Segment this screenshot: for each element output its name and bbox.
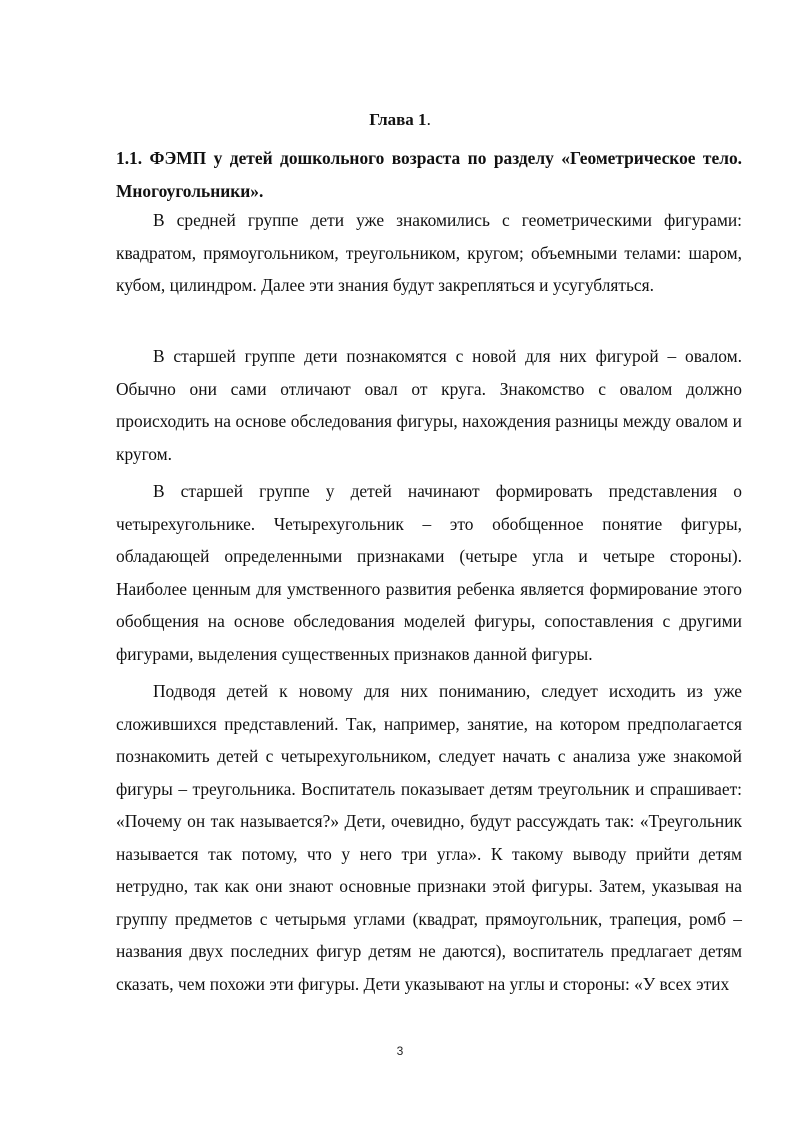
section-title: 1.1. ФЭМП у детей дошкольного возраста по разделу «Геометрическое тело. Многоугольники». bbox=[116, 148, 742, 201]
paragraph: В старшей группе у детей начинают формировать представления о четырехугольнике. Четырехугольник – это обобщенное понятие фигуры, обладающей определенными признаками (четыре угла и четыре стороны). Наиболее ценным для умственного развития ребенка является формирование этого обобщения на основе обследования моделей фигуры, сопоставления с другими фигурами, выделения существенных признаков данной фигуры. bbox=[116, 481, 742, 664]
paragraph: В средней группе дети уже знакомились с геометрическими фигурами: квадратом, прямоугольником, треугольником, кругом; объемными телами: шаром, кубом, цилиндром. Далее эти знания будут закрепляться и усугубляться. bbox=[116, 210, 742, 295]
chapter-title: Глава 1 bbox=[369, 110, 427, 129]
chapter-heading bbox=[0, 110, 800, 130]
paragraph: Подводя детей к новому для них пониманию, следует исходить из уже сложившихся представлений. Так, например, занятие, на котором предполагается познакомить детей с четырехугольником, следует начать с анализа уже знакомой фигуры – треугольника. Воспитатель показывает детям треугольник и спрашивает: «Почему он так называется?» Дети, очевидно, будут рассуждать так: «Треугольник называется так потому, что у него три угла». К такому выводу прийти детям нетрудно, так как они знают основные признаки этой фигуры. Затем, указывая на группу предметов с четырьмя углами (квадрат, прямоугольник, трапеция, ромб – названия двух последних фигур детям не даются), воспитатель предлагает детям сказать, чем похожи эти фигуры. Дети указывают на углы и стороны: «У всех этих bbox=[116, 681, 742, 994]
paragraph: В старшей группе дети познакомятся с новой для них фигурой – овалом. Обычно они сами отличают овал от круга. Знакомство с овалом должно происходить на основе обследования фигуры, нахождения разницы между овалом и кругом. bbox=[116, 346, 742, 464]
chapter-title-dot: . bbox=[426, 110, 431, 129]
page-number: 3 bbox=[396, 1044, 404, 1058]
